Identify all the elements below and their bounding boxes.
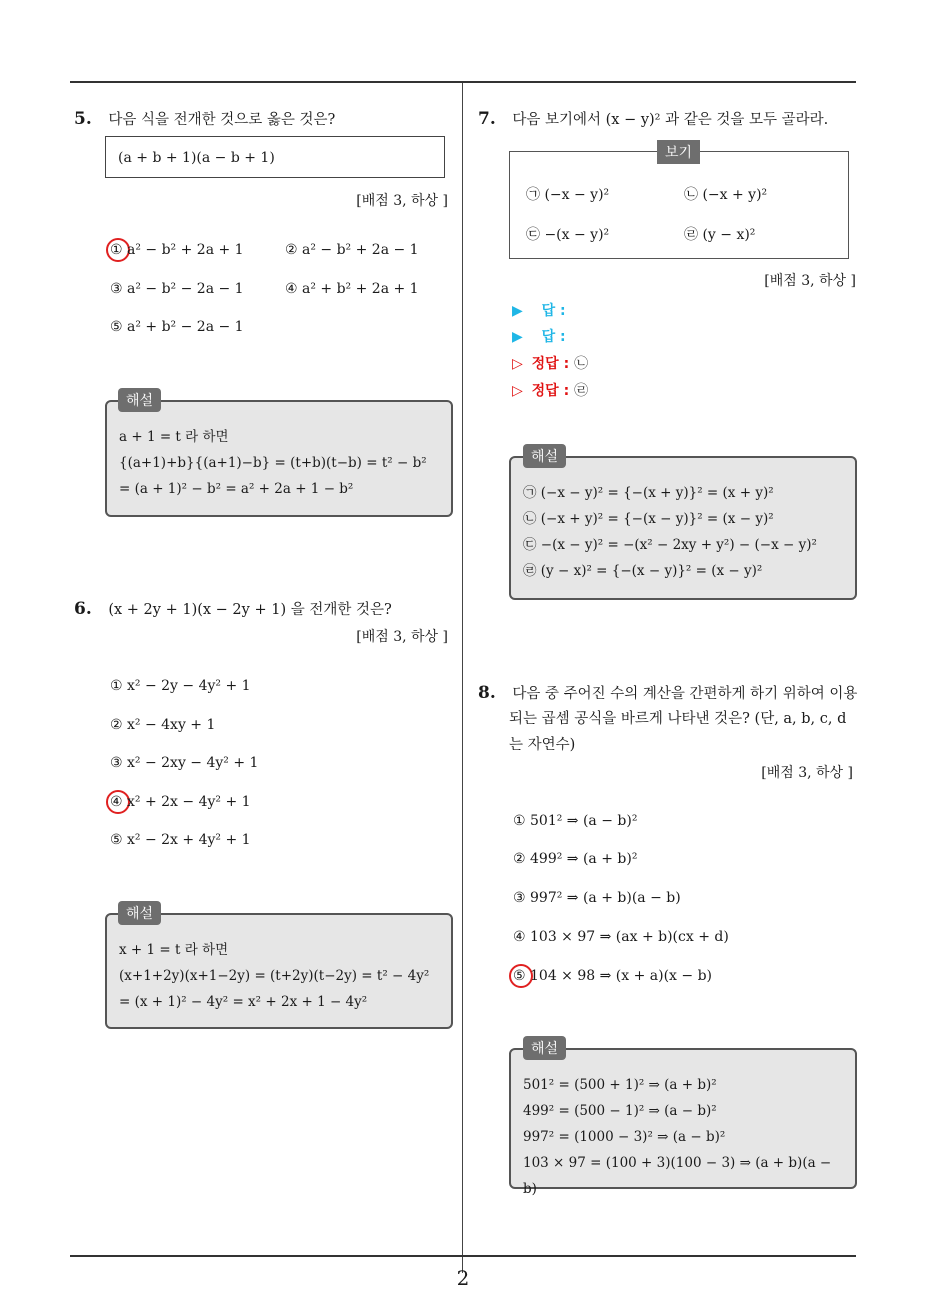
solution-box <box>509 456 857 600</box>
option-4[interactable]: ④ x² + 2x − 4y² + 1 <box>110 794 251 810</box>
bottom-rule <box>70 1255 856 1257</box>
correct-answer-line <box>512 353 588 373</box>
solution-line: x + 1 = t 라 하면 <box>119 942 229 958</box>
question-text-line: 다음 중 주어진 수의 계산을 간편하게 하기 위하여 이용 <box>512 686 858 702</box>
option-1[interactable]: ① x² − 2y − 4y² + 1 <box>110 678 251 694</box>
column-divider <box>462 83 463 1273</box>
solution-label: 해설 <box>523 444 566 468</box>
solution-line: (x+1+2y)(x+1−2y) = (t+2y)(t−2y) = t² − 4y² <box>119 968 430 984</box>
question-text: (x + 2y + 1)(x − 2y + 1) 을 전개한 것은? <box>108 602 392 618</box>
correct-answer-line <box>512 380 588 400</box>
solution-box <box>509 1048 857 1197</box>
option-1[interactable]: ① a² − b² + 2a + 1 <box>110 242 244 258</box>
answer-label: 답 : <box>541 329 566 345</box>
question-text: 다음 식을 전개한 것으로 옳은 것은? <box>108 112 336 128</box>
option-3[interactable]: ③ 997² ⇒ (a + b)(a − b) <box>513 890 681 906</box>
question-number: 6. <box>74 599 92 619</box>
bogi-item: ㉠ (−x − y)² <box>526 187 610 203</box>
option-4[interactable]: ④ a² + b² + 2a + 1 <box>285 281 419 297</box>
score-label: [배점 3, 하상 ] <box>764 273 856 289</box>
solution-line: ㉠ (−x − y)² = {−(x + y)}² = (x + y)² <box>523 485 774 501</box>
option-5[interactable]: ⑤ 104 × 98 ⇒ (x + a)(x − b) <box>513 968 713 984</box>
option-4[interactable]: ④ 103 × 97 ⇒ (ax + b)(cx + d) <box>513 929 729 945</box>
solution-label: 해설 <box>523 1036 566 1060</box>
solution-label: 해설 <box>118 901 161 925</box>
question-number: 7. <box>478 109 496 129</box>
option-5[interactable]: ⑤ x² − 2x + 4y² + 1 <box>110 832 251 848</box>
option-3[interactable]: ③ x² − 2xy − 4y² + 1 <box>110 755 259 771</box>
option-2[interactable]: ② 499² ⇒ (a + b)² <box>513 851 638 867</box>
score-label: [배점 3, 하상 ] <box>356 629 448 645</box>
answer-label: 정답 : <box>531 383 570 399</box>
question-text-line: 되는 곱셈 공식을 바르게 나타낸 것은? (단, a, b, c, d <box>509 711 847 727</box>
answer-label: 답 : <box>541 303 566 319</box>
solution-line: ㉢ −(x − y)² = −(x² − 2xy + y²) − (−x − y)² <box>523 537 817 553</box>
option-2[interactable]: ② a² − b² + 2a − 1 <box>285 242 419 258</box>
answer-value: ㉣ <box>574 383 589 399</box>
bogi-item: ㉢ −(x − y)² <box>526 227 610 243</box>
solution-line: 499² = (500 − 1)² ⇒ (a − b)² <box>523 1103 717 1119</box>
question-8 <box>478 682 860 705</box>
option-3[interactable]: ③ a² − b² − 2a − 1 <box>110 281 244 297</box>
answer-marker: ▷ <box>512 383 523 399</box>
solution-line: {(a+1)+b}{(a+1)−b} = (t+b)(t−b) = t² − b² <box>119 455 427 471</box>
question-text: 다음 보기에서 (x − y)² 과 같은 것을 모두 골라라. <box>512 112 829 128</box>
question-number: 5. <box>74 109 92 129</box>
answer-label: 정답 : <box>531 356 570 372</box>
solution-line: 103 × 97 = (100 + 3)(100 − 3) ⇒ (a + b)(a − b) <box>523 1155 832 1197</box>
solution-line: 501² = (500 + 1)² ⇒ (a + b)² <box>523 1077 717 1093</box>
question-text-line: 는 자연수) <box>509 737 576 753</box>
answer-value: ㉡ <box>574 356 589 372</box>
top-rule <box>70 81 856 83</box>
option-1[interactable]: ① 501² ⇒ (a − b)² <box>513 813 638 829</box>
bogi-item: ㉣ (y − x)² <box>684 227 756 243</box>
expression: (a + b + 1)(a − b + 1) <box>118 150 275 166</box>
option-2[interactable]: ② x² − 4xy + 1 <box>110 717 216 733</box>
solution-line: = (x + 1)² − 4y² = x² + 2x + 1 − 4y² <box>119 994 368 1010</box>
solution-line: 997² = (1000 − 3)² ⇒ (a − b)² <box>523 1129 726 1145</box>
solution-label: 해설 <box>118 388 161 412</box>
answer-marker: ▷ <box>512 356 523 372</box>
score-label: [배점 3, 하상 ] <box>761 765 853 781</box>
solution-box <box>105 913 453 1029</box>
expression-box <box>105 136 445 178</box>
answer-marker: ▶ <box>512 303 523 319</box>
answer-marker: ▶ <box>512 329 523 345</box>
answer-line <box>512 326 566 346</box>
question-6 <box>74 598 392 621</box>
solution-line: a + 1 = t 라 하면 <box>119 429 229 445</box>
question-number: 8. <box>478 683 496 703</box>
question-7 <box>478 108 828 131</box>
page-number: 2 <box>456 1266 470 1290</box>
solution-box <box>105 400 453 517</box>
question-5 <box>74 108 335 131</box>
solution-line: ㉣ (y − x)² = {−(x − y)}² = (x − y)² <box>523 563 763 579</box>
score-label: [배점 3, 하상 ] <box>356 193 448 209</box>
solution-line: = (a + 1)² − b² = a² + 2a + 1 − b² <box>119 481 354 497</box>
bogi-label: 보기 <box>657 140 700 164</box>
option-5[interactable]: ⑤ a² + b² − 2a − 1 <box>110 319 244 335</box>
answer-line <box>512 300 566 320</box>
bogi-item: ㉡ (−x + y)² <box>684 187 768 203</box>
solution-line: ㉡ (−x + y)² = {−(x − y)}² = (x − y)² <box>523 511 774 527</box>
